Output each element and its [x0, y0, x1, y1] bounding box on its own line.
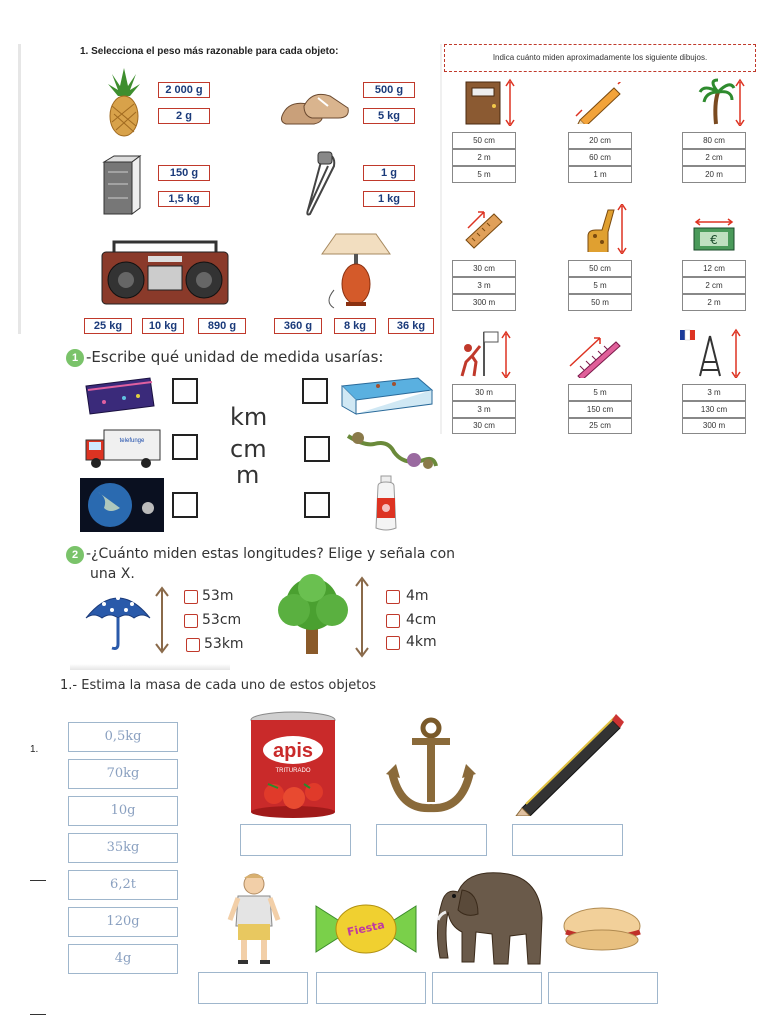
cell[interactable]: 30 m [452, 384, 516, 401]
pencil-icon [574, 82, 624, 124]
option-2000g[interactable]: 2 000 g [158, 82, 210, 98]
candy-icon [312, 898, 420, 958]
boy-icon [226, 870, 282, 966]
badge-2: 2 [66, 546, 84, 564]
checkbox-4m[interactable] [386, 590, 400, 604]
answer-box[interactable] [302, 378, 328, 404]
option-8kg[interactable]: 8 kg [334, 318, 376, 334]
answer-box[interactable] [172, 492, 198, 518]
mass-option[interactable]: 70kg [68, 759, 178, 789]
mass-number: 1. [30, 744, 39, 755]
choose-title-line2: una X. [90, 566, 135, 582]
choose-title-line1: -¿Cuánto miden estas longitudes? Elige y señala con [86, 546, 456, 562]
cell[interactable]: 60 cm [568, 149, 632, 166]
cell[interactable]: 50 cm [452, 132, 516, 149]
mass-title: 1.- Estima la masa de cada uno de estos objetos [60, 678, 377, 693]
option-500g[interactable]: 500 g [363, 82, 415, 98]
option-53cm: 53cm [202, 612, 242, 628]
option-53m: 53m [202, 588, 234, 604]
option-1-5kg[interactable]: 1,5 kg [158, 191, 210, 207]
cell[interactable]: 300 m [682, 418, 746, 434]
palm-tree-icon [698, 78, 746, 126]
cell[interactable]: 5 m [568, 277, 632, 294]
radio-icon [100, 238, 230, 308]
earth-moon-icon [80, 478, 164, 532]
cut-off-line [70, 664, 230, 670]
pencil-icon [512, 712, 624, 816]
cell[interactable]: 3 m [452, 277, 516, 294]
cell[interactable]: 5 m [452, 166, 516, 183]
lamp-icon [320, 232, 392, 310]
euro-symbol: € [710, 233, 718, 247]
option-4km: 4km [406, 634, 437, 650]
answer-elephant[interactable] [432, 972, 542, 1004]
margin-dash [30, 1014, 46, 1015]
option-53km: 53km [204, 636, 244, 652]
option-360g[interactable]: 360 g [274, 318, 322, 334]
option-1kg[interactable]: 1 kg [363, 191, 415, 207]
margin-dash [30, 880, 46, 881]
mass-option[interactable]: 0,5kg [68, 722, 178, 752]
cell[interactable]: 130 cm [682, 401, 746, 418]
answer-sandwich[interactable] [548, 972, 658, 1004]
mass-option[interactable]: 6,2t [68, 870, 178, 900]
river-map-icon [344, 426, 438, 474]
checkbox-53m[interactable] [184, 590, 198, 604]
cell[interactable]: 50 cm [568, 260, 632, 277]
pineapple-icon [104, 66, 144, 138]
tree-icon [272, 574, 376, 658]
checkbox-53cm[interactable] [184, 614, 198, 628]
shoes-icon [278, 86, 352, 130]
safety-pin-icon [300, 150, 342, 218]
anchor-icon [386, 716, 476, 816]
mass-option[interactable]: 4g [68, 944, 178, 974]
unit-m: m [236, 461, 260, 489]
divider [440, 44, 442, 434]
answer-box[interactable] [172, 434, 198, 460]
option-5kg[interactable]: 5 kg [363, 108, 415, 124]
unit-cm: cm [230, 435, 267, 463]
ruler-icon [462, 208, 506, 250]
option-4m: 4m [406, 588, 429, 604]
weights-title: 1. Selecciona el peso más razonable para cada objeto: [80, 46, 339, 57]
book-icon [100, 154, 142, 216]
can-brand: apis [272, 740, 314, 762]
option-1g[interactable]: 1 g [363, 165, 415, 181]
sandwich-icon [560, 904, 646, 954]
cell[interactable]: 3 m [452, 401, 516, 418]
can-subtitle: TRITURADO [275, 768, 311, 774]
answer-box[interactable] [304, 492, 330, 518]
option-2g[interactable]: 2 g [158, 108, 210, 124]
answer-anchor[interactable] [376, 824, 487, 856]
answer-box[interactable] [172, 378, 198, 404]
units-title: -Escribe qué unidad de medida usarías: [86, 348, 384, 366]
option-36kg[interactable]: 36 kg [388, 318, 434, 334]
checkbox-4km[interactable] [386, 636, 400, 650]
eiffel-tower-icon [680, 328, 746, 378]
cell[interactable]: 30 cm [452, 260, 516, 277]
cell[interactable]: 80 cm [682, 132, 746, 149]
checkbox-4cm[interactable] [386, 614, 400, 628]
cell[interactable]: 20 m [682, 166, 746, 183]
answer-box[interactable] [304, 436, 330, 462]
cell[interactable]: 12 cm [682, 260, 746, 277]
badge-1: 1 [66, 349, 84, 367]
option-890g[interactable]: 890 g [198, 318, 246, 334]
pencil-case-icon [84, 376, 156, 416]
cell[interactable]: 2 cm [682, 149, 746, 166]
cell[interactable]: 25 cm [568, 418, 632, 434]
cell[interactable]: 30 cm [452, 418, 516, 434]
banknote-icon [692, 218, 736, 252]
answer-candy[interactable] [316, 972, 426, 1004]
truck-icon [84, 428, 162, 470]
option-25kg[interactable]: 25 kg [84, 318, 132, 334]
checkbox-53km[interactable] [186, 638, 200, 652]
cell[interactable]: 2 m [682, 294, 746, 311]
umbrella-icon [84, 584, 174, 654]
yogurt-bottle-icon [372, 474, 400, 532]
cell[interactable]: 2 cm [682, 277, 746, 294]
basketball-icon [454, 330, 516, 378]
cell[interactable]: 5 m [568, 384, 632, 401]
mass-option[interactable]: 120g [68, 907, 178, 937]
cell[interactable]: 1 m [568, 166, 632, 183]
cell[interactable]: 20 cm [568, 132, 632, 149]
cell[interactable]: 50 m [568, 294, 632, 311]
comb-icon [566, 334, 622, 378]
option-4cm: 4cm [406, 612, 437, 628]
answer-can[interactable] [240, 824, 351, 856]
mass-option[interactable]: 10g [68, 796, 178, 826]
door-icon [464, 78, 516, 126]
option-150g[interactable]: 150 g [158, 165, 210, 181]
tomato-can-icon [248, 710, 338, 818]
lengths-title: Indica cuánto miden aproximadamente los siguiente dibujos. [444, 44, 756, 72]
left-margin-bar [18, 44, 21, 334]
answer-pencil[interactable] [512, 824, 623, 856]
cell[interactable]: 150 cm [568, 401, 632, 418]
option-10kg[interactable]: 10 kg [142, 318, 184, 334]
swimming-pool-icon [338, 372, 434, 416]
cell[interactable]: 2 m [452, 149, 516, 166]
answer-boy[interactable] [198, 972, 308, 1004]
cell[interactable]: 300 m [452, 294, 516, 311]
unit-km: km [230, 403, 268, 431]
giraffe-icon [578, 204, 628, 254]
candy-brand: Fiesta [345, 918, 386, 939]
cell[interactable]: 3 m [682, 384, 746, 401]
elephant-icon [428, 862, 548, 968]
mass-option[interactable]: 35kg [68, 833, 178, 863]
truck-brand: telefunge [119, 438, 145, 444]
